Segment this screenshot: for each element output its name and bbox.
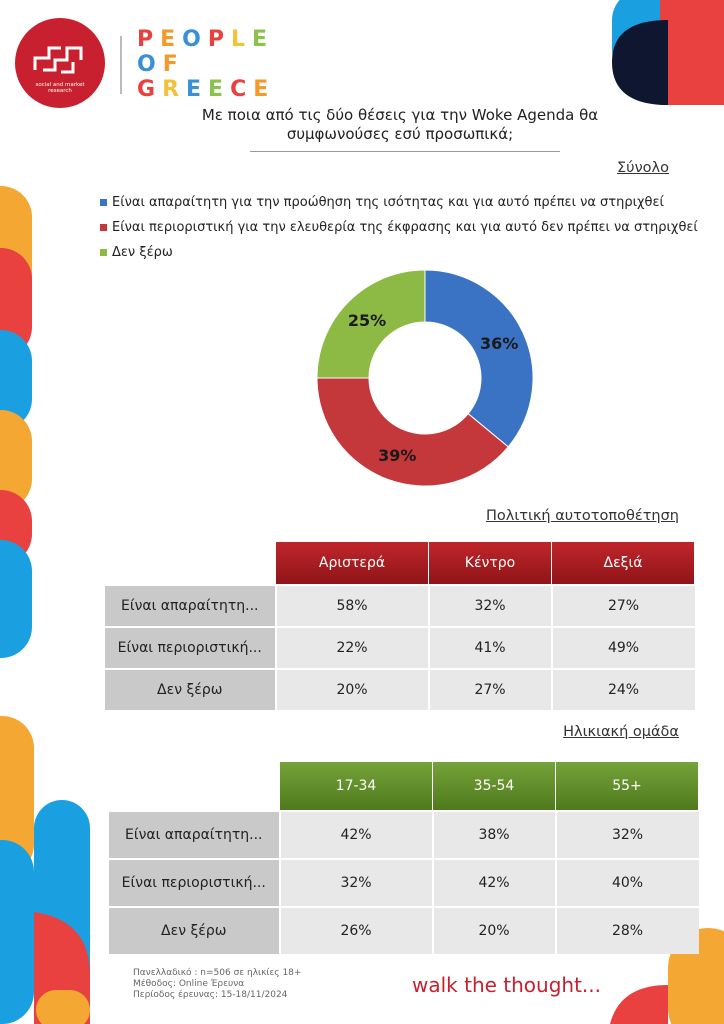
column-header: Κέντρο	[429, 542, 552, 585]
table-row	[109, 811, 699, 859]
table-cell: 27%	[552, 585, 695, 627]
logo-mark-icon	[15, 18, 105, 108]
row-label: Είναι περιοριστική...	[105, 627, 276, 669]
table-corner	[109, 762, 280, 811]
brand-line	[137, 52, 275, 77]
donut-data-label: 25%	[347, 311, 387, 331]
brand-letter: E	[208, 77, 231, 102]
legend-swatch	[100, 199, 107, 206]
table-cell: 32%	[429, 585, 552, 627]
table-cell: 22%	[276, 627, 429, 669]
note-method: Μέθοδος: Online Έρευνα	[133, 979, 245, 989]
row-label: Είναι απαραίτητη...	[109, 811, 280, 859]
brand-letter: E	[186, 77, 209, 102]
row-label: Είναι περιοριστική...	[109, 859, 280, 907]
donut-data-label: 39%	[378, 446, 417, 466]
row-label: Δεν ξέρω	[105, 669, 276, 710]
brand-letter: L	[230, 27, 253, 52]
logo-caption: social and market research	[35, 82, 85, 94]
row-label: Δεν ξέρω	[109, 907, 280, 954]
table-cell: 58%	[276, 585, 429, 627]
column-header: Αριστερά	[276, 542, 429, 585]
table-cell: 42%	[280, 811, 433, 859]
legend-swatch	[100, 224, 107, 231]
legend-label: Δεν ξέρω	[112, 245, 173, 260]
table-cell: 42%	[433, 859, 556, 907]
brand-letter: C	[230, 77, 254, 102]
legend-item	[100, 215, 698, 240]
brand-letter: P	[207, 27, 231, 52]
methodology-notes	[133, 968, 301, 1001]
brand-letter: O	[182, 27, 208, 52]
column-header: 55+	[556, 762, 699, 811]
question-line-1: Με ποια από τις δύο θέσεις για την Woke Agenda θα	[201, 106, 599, 124]
table-row	[109, 907, 699, 954]
table-cell: 32%	[556, 811, 699, 859]
table-header-row	[109, 762, 699, 811]
top-right-shapes	[612, 0, 724, 105]
table-cell: 24%	[552, 669, 695, 710]
donut-data-label: 36%	[480, 334, 519, 354]
section-title-age: Ηλικιακή ομάδα	[563, 724, 679, 740]
brand-line	[137, 77, 275, 102]
company-logo	[15, 18, 105, 108]
table-cell: 26%	[280, 907, 433, 954]
left-side-shapes	[0, 186, 90, 1024]
legend-label: Είναι περιοριστική για την ελευθερία της έκφρασης και για αυτό δεν πρέπει να στηριχθεί	[112, 220, 698, 235]
brand-letter: E	[253, 77, 276, 102]
table-cell: 40%	[556, 859, 699, 907]
table-cell: 38%	[433, 811, 556, 859]
legend-label: Είναι απαραίτητη για την προώθηση της ισότητας και για αυτό πρέπει να στηριχθεί	[112, 195, 664, 210]
question-divider	[250, 151, 560, 152]
question-line-2: συμφωνούσες εσύ προσωπικά;	[286, 125, 514, 143]
table-cell: 41%	[429, 627, 552, 669]
brand-letter: R	[162, 77, 187, 102]
brand-letter: O	[137, 52, 163, 77]
table-cell: 20%	[433, 907, 556, 954]
tagline: walk the thought...	[412, 973, 602, 997]
note-sample: Πανελλαδικό : n=506 σε ηλικίες 18+	[133, 968, 302, 978]
brand-letter: E	[252, 27, 275, 52]
column-header: Δεξιά	[552, 542, 695, 585]
brand-letter: E	[160, 27, 183, 52]
table-row	[105, 585, 695, 627]
brand-letter: G	[137, 77, 163, 102]
table-row	[109, 859, 699, 907]
brand-name	[137, 27, 275, 102]
legend-item	[100, 190, 698, 215]
age-table	[109, 762, 699, 954]
table-cell: 28%	[556, 907, 699, 954]
note-period: Περίοδος έρευνας: 15-18/11/2024	[133, 990, 288, 1000]
column-header: 17-34	[280, 762, 433, 811]
table-cell: 20%	[276, 669, 429, 710]
table-corner	[105, 542, 276, 585]
brand-letter: P	[137, 27, 161, 52]
donut-slice	[425, 270, 533, 447]
table-cell: 49%	[552, 627, 695, 669]
donut-chart	[310, 265, 540, 495]
chart-legend	[100, 190, 698, 265]
table-cell: 27%	[429, 669, 552, 710]
legend-swatch	[100, 249, 107, 256]
section-title-total: Σύνολο	[617, 160, 669, 176]
logo-divider	[120, 36, 122, 94]
legend-item	[100, 240, 698, 265]
brand-line	[137, 27, 275, 52]
brand-letter: F	[162, 52, 185, 77]
table-row	[105, 669, 695, 710]
column-header: 35-54	[433, 762, 556, 811]
row-label: Είναι απαραίτητη...	[105, 585, 276, 627]
table-cell: 32%	[280, 859, 433, 907]
table-row	[105, 627, 695, 669]
survey-question	[150, 106, 650, 144]
political-table	[105, 542, 695, 710]
table-header-row	[105, 542, 695, 585]
section-title-political: Πολιτική αυτοτοποθέτηση	[485, 508, 679, 524]
